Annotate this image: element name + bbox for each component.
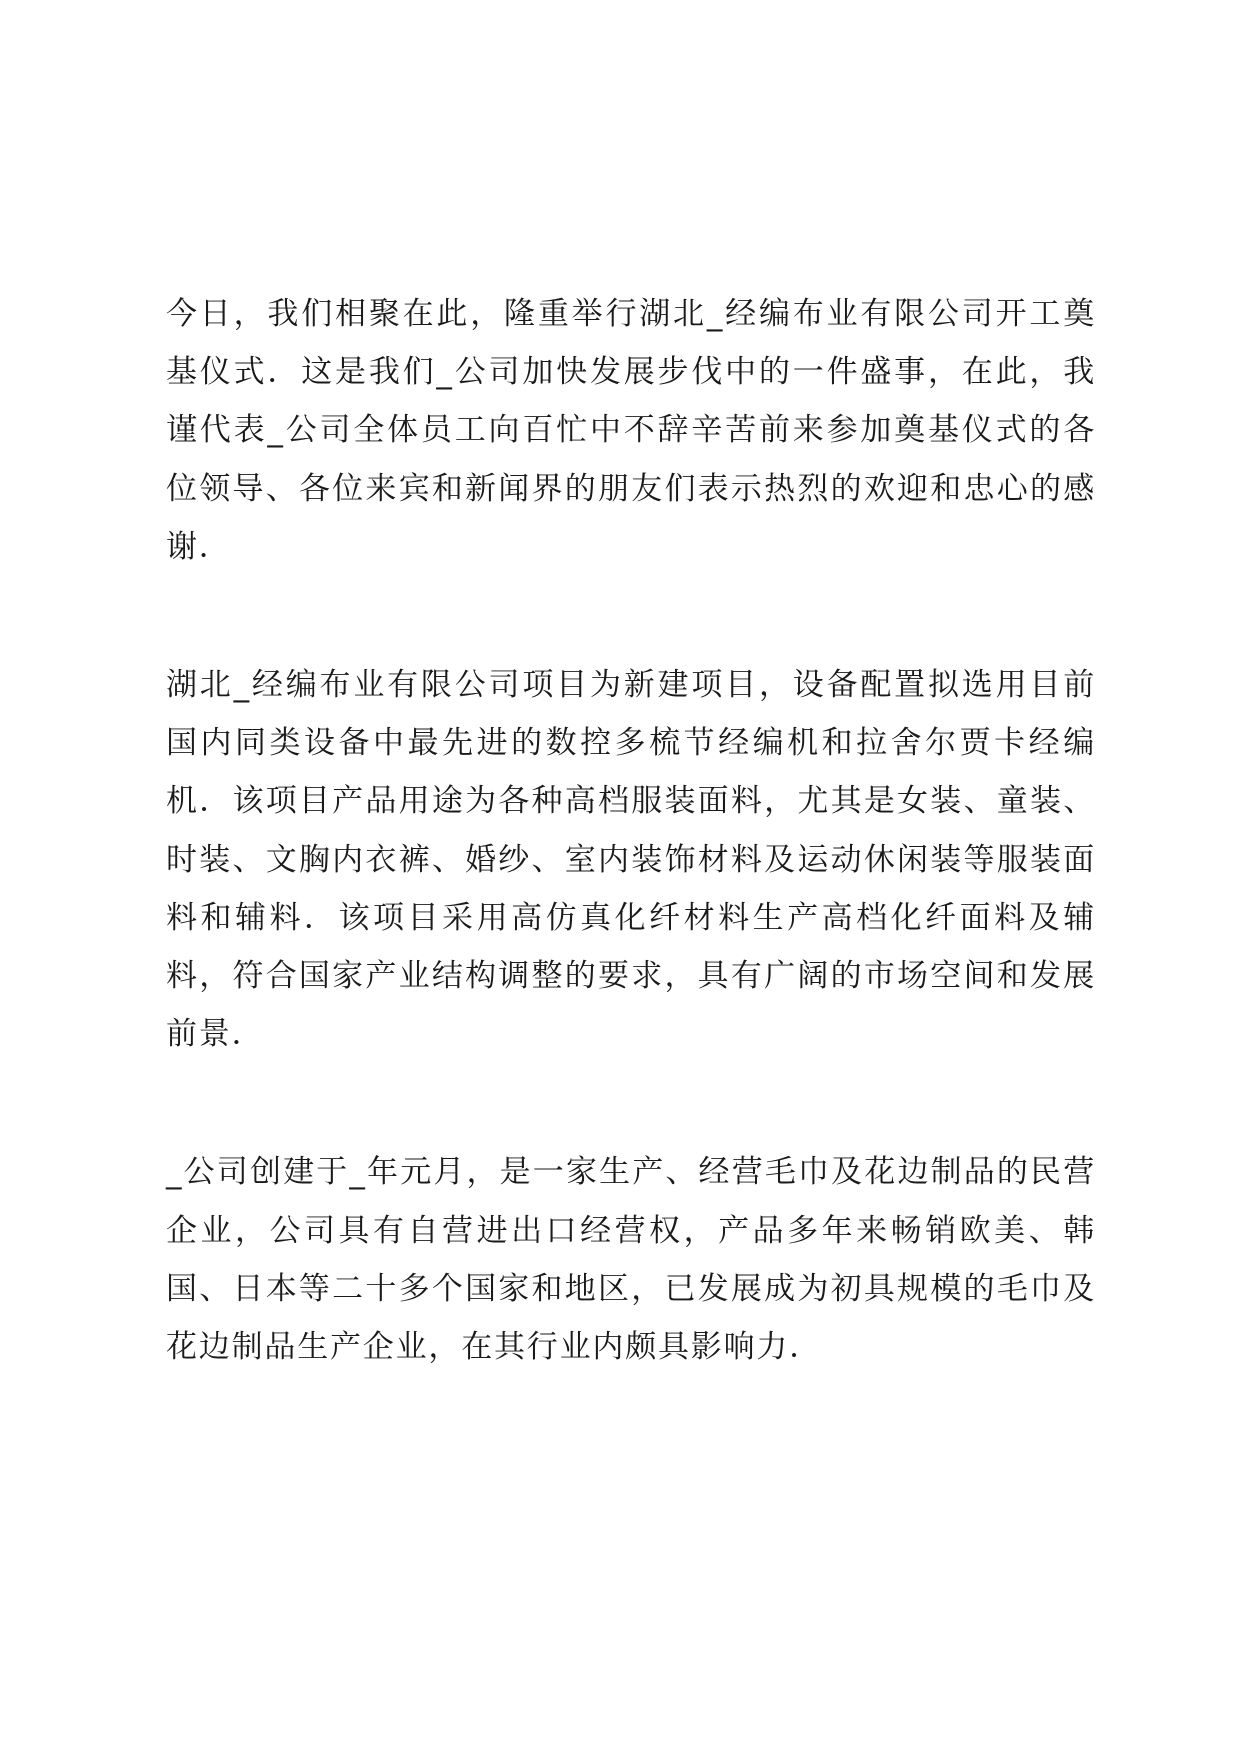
paragraph-line: 湖北_经编布业有限公司项目为新建项目，设备配置拟选用目前 — [166, 667, 1096, 704]
paragraph-line: 谨代表_公司全体员工向百忙中不辞辛苦前来参加奠基仪式的各 — [166, 412, 1096, 449]
paragraph-2 — [166, 656, 1096, 1063]
paragraph-line: 基仪式．这是我们_公司加快发展步伐中的一件盛事，在此，我 — [166, 354, 1096, 391]
paragraph-line: _公司创建于_年元月，是一家生产、经营毛巾及花边制品的民营 — [166, 1154, 1096, 1191]
paragraph-line: 花边制品生产企业，在其行业内颇具影响力． — [166, 1329, 822, 1366]
paragraph-line: 料，符合国家产业结构调整的要求，具有广阔的市场空间和发展 — [166, 958, 1096, 995]
paragraph-line: 位领导、各位来宾和新闻界的朋友们表示热烈的欢迎和忠心的感 — [166, 470, 1096, 507]
document-body — [166, 285, 1096, 1456]
paragraph-line: 企业，公司具有自营进出口经营权，产品多年来畅销欧美、韩 — [166, 1212, 1096, 1249]
paragraph-line: 国内同类设备中最先进的数控多梳节经编机和拉舍尔贾卡经编 — [166, 725, 1096, 762]
paragraph-line: 时装、文胸内衣裤、婚纱、室内装饰材料及运动休闲装等服装面 — [166, 841, 1096, 878]
paragraph-line: 料和辅料．该项目采用高仿真化纤材料生产高档化纤面料及辅 — [166, 899, 1096, 936]
paragraph-3 — [166, 1143, 1096, 1376]
paragraph-line: 前景． — [166, 1016, 265, 1053]
paragraph-1 — [166, 285, 1096, 576]
paragraph-line: 今日，我们相聚在此，隆重举行湖北_经编布业有限公司开工奠 — [166, 296, 1096, 332]
paragraph-line: 机．该项目产品用途为各种高档服装面料，尤其是女装、童装、 — [166, 783, 1096, 820]
paragraph-line: 国、日本等二十多个国家和地区，已发展成为初具规模的毛巾及 — [166, 1270, 1096, 1307]
paragraph-line: 谢． — [166, 528, 232, 565]
